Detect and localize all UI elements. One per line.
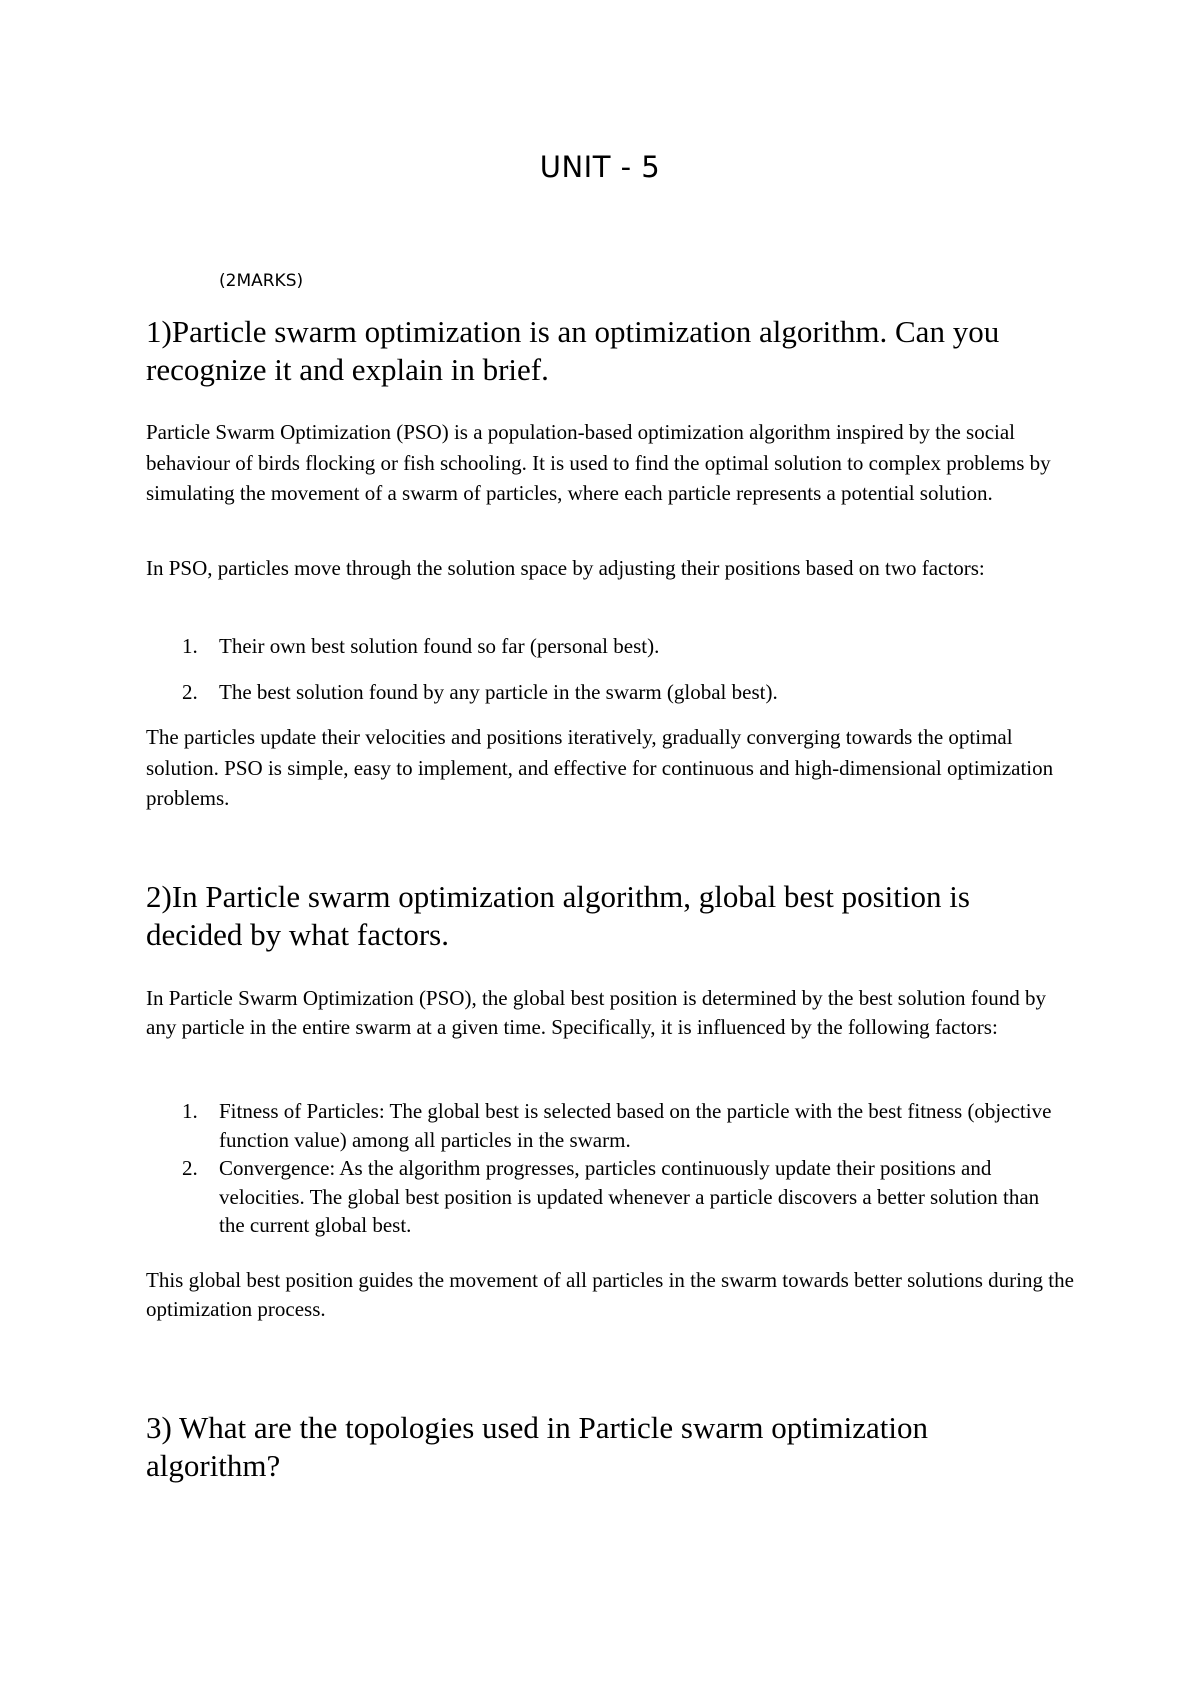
list-number: 2.	[182, 680, 198, 704]
q2-paragraph-2: This global best position guides the movement of all particles in the swarm towards better solutions during the optimization process.	[146, 1268, 1074, 1321]
q1-list-item-1	[146, 631, 1066, 662]
q1-paragraph-3: The particles update their velocities and positions iteratively, gradually converging towards the optimal solution. PSO is simple, easy to implement, and effective for continuous and high-dimensional optimization problems.	[146, 725, 1054, 810]
list-number: 1.	[182, 1099, 198, 1123]
list-text: Fitness of Particles: The global best is selected based on the particle with the best fitness (objective function value) among all particles in the swarm.	[219, 1099, 1052, 1152]
q1-paragraph-1: Particle Swarm Optimization (PSO) is a population-based optimization algorithm inspired by the social behaviour of birds flocking or fish schooling. It is used to find the optimal solution to complex problems by simulating the movement of a swarm of particles, where each particle represents a potential solution.	[146, 420, 1051, 505]
question-1-heading: 1)Particle swarm optimization is an optimization algorithm. Can you recognize it and explain in brief.	[146, 314, 1000, 387]
list-text: Their own best solution found so far (personal best).	[219, 634, 660, 658]
list-number: 2.	[182, 1156, 198, 1180]
list-number: 1.	[182, 634, 198, 658]
list-text: The best solution found by any particle in the swarm (global best).	[219, 680, 778, 704]
marks-label: (2MARKS)	[219, 271, 304, 291]
q2-paragraph-1: In Particle Swarm Optimization (PSO), the global best position is determined by the best solution found by any particle in the entire swarm at a given time. Specifically, it is influenced by the following factors:	[146, 986, 1046, 1039]
unit-title: UNIT - 5	[539, 150, 661, 184]
q1-paragraph-2: In PSO, particles move through the solution space by adjusting their positions based on two factors:	[146, 556, 985, 580]
question-2-heading: 2)In Particle swarm optimization algorithm, global best position is decided by what factors.	[146, 879, 970, 952]
question-3-heading: 3) What are the topologies used in Particle swarm optimization algorithm?	[146, 1410, 928, 1483]
q2-list-item-1	[146, 1097, 1066, 1154]
q2-list-item-2	[146, 1154, 1066, 1240]
list-text: Convergence: As the algorithm progresses, particles continuously update their positions and velocities. The global best position is updated whenever a particle discovers a better solution than the current global best.	[219, 1156, 1040, 1237]
q1-list-item-2	[146, 677, 1066, 708]
